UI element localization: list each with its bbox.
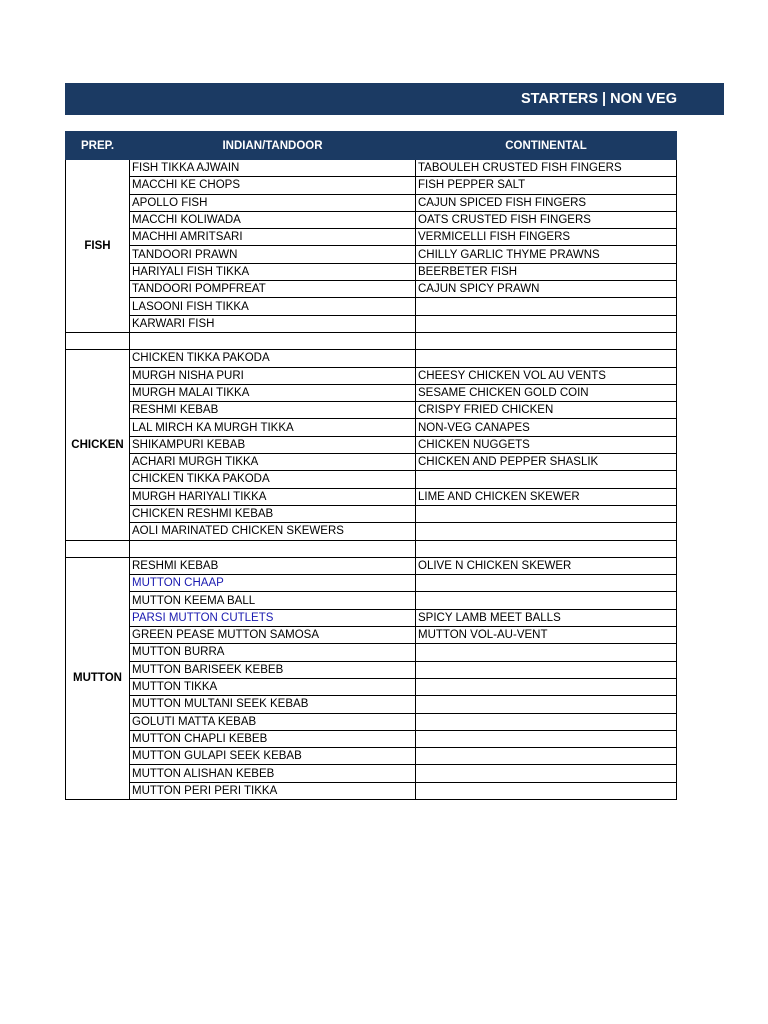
continental-item <box>416 592 677 609</box>
indian-tandoor-item: MUTTON BARISEEK KEBEB <box>130 661 416 678</box>
indian-tandoor-item: MURGH NISHA PURI <box>130 367 416 384</box>
continental-item <box>416 471 677 488</box>
continental-item <box>416 523 677 540</box>
table-row <box>66 575 677 592</box>
continental-item <box>416 696 677 713</box>
table-row <box>66 454 677 471</box>
table-row <box>66 419 677 436</box>
continental-item: VERMICELLI FISH FINGERS <box>416 229 677 246</box>
table-row <box>66 315 677 332</box>
indian-tandoor-item: MACCHI KOLIWADA <box>130 211 416 228</box>
continental-item: SESAME CHICKEN GOLD COIN <box>416 384 677 401</box>
table-row <box>66 782 677 799</box>
table-row <box>66 678 677 695</box>
starters-table <box>65 131 677 800</box>
indian-tandoor-item: CHICKEN RESHMI KEBAB <box>130 505 416 522</box>
indian-tandoor-item: AOLI MARINATED CHICKEN SKEWERS <box>130 523 416 540</box>
continental-item: CHICKEN NUGGETS <box>416 436 677 453</box>
table-row <box>66 194 677 211</box>
table-row <box>66 263 677 280</box>
indian-tandoor-item: LASOONI FISH TIKKA <box>130 298 416 315</box>
empty-cell <box>130 540 416 557</box>
table-row <box>66 557 677 574</box>
continental-item <box>416 765 677 782</box>
table-row <box>66 436 677 453</box>
indian-tandoor-item: MACCHI KE CHOPS <box>130 177 416 194</box>
continental-item: NON-VEG CANAPES <box>416 419 677 436</box>
table-row <box>66 661 677 678</box>
prep-category-fish: FISH <box>66 160 130 333</box>
table-row <box>66 384 677 401</box>
indian-tandoor-item: MUTTON MULTANI SEEK KEBAB <box>130 696 416 713</box>
indian-tandoor-item: MUTTON BURRA <box>130 644 416 661</box>
indian-tandoor-item: MURGH HARIYALI TIKKA <box>130 488 416 505</box>
continental-item: OATS CRUSTED FISH FINGERS <box>416 211 677 228</box>
table-row <box>66 696 677 713</box>
continental-item: CHICKEN AND PEPPER SHASLIK <box>416 454 677 471</box>
table-row <box>66 627 677 644</box>
continental-item <box>416 315 677 332</box>
table-row <box>66 350 677 367</box>
continental-item: CHILLY GARLIC THYME PRAWNS <box>416 246 677 263</box>
empty-cell <box>130 332 416 349</box>
continental-item <box>416 748 677 765</box>
table-row <box>66 367 677 384</box>
continental-item <box>416 505 677 522</box>
indian-tandoor-item: SHIKAMPURI KEBAB <box>130 436 416 453</box>
table-row <box>66 160 677 177</box>
continental-item <box>416 782 677 799</box>
header-continental: CONTINENTAL <box>416 132 677 160</box>
continental-item: LIME AND CHICKEN SKEWER <box>416 488 677 505</box>
indian-tandoor-item: MACHHI AMRITSARI <box>130 229 416 246</box>
continental-item <box>416 678 677 695</box>
empty-cell <box>416 540 677 557</box>
indian-tandoor-item: KARWARI FISH <box>130 315 416 332</box>
indian-tandoor-item: MUTTON GULAPI SEEK KEBAB <box>130 748 416 765</box>
header-prep: PREP. <box>66 132 130 160</box>
continental-item <box>416 713 677 730</box>
continental-item <box>416 350 677 367</box>
table-row <box>66 713 677 730</box>
table-row <box>66 505 677 522</box>
indian-tandoor-item: MUTTON KEEMA BALL <box>130 592 416 609</box>
section-spacer-row <box>66 540 677 557</box>
table-row <box>66 177 677 194</box>
indian-tandoor-item: LAL MIRCH KA MURGH TIKKA <box>130 419 416 436</box>
table-row <box>66 211 677 228</box>
prep-category-chicken: CHICKEN <box>66 350 130 540</box>
empty-cell <box>66 332 130 349</box>
continental-item: CRISPY FRIED CHICKEN <box>416 402 677 419</box>
prep-category-mutton: MUTTON <box>66 557 130 799</box>
menu-title-banner <box>65 83 724 115</box>
table-row <box>66 229 677 246</box>
table-row <box>66 644 677 661</box>
continental-item <box>416 575 677 592</box>
continental-item: CAJUN SPICY PRAWN <box>416 281 677 298</box>
indian-tandoor-item: PARSI MUTTON CUTLETS <box>130 609 416 626</box>
empty-cell <box>416 332 677 349</box>
indian-tandoor-item: TANDOORI PRAWN <box>130 246 416 263</box>
header-indian-tandoor: INDIAN/TANDOOR <box>130 132 416 160</box>
table-row <box>66 246 677 263</box>
menu-title: STARTERS | NON VEG <box>520 91 677 107</box>
indian-tandoor-item: TANDOORI POMPFREAT <box>130 281 416 298</box>
indian-tandoor-item: GREEN PEASE MUTTON SAMOSA <box>130 627 416 644</box>
continental-item: TABOULEH CRUSTED FISH FINGERS <box>416 160 677 177</box>
indian-tandoor-item: MURGH MALAI TIKKA <box>130 384 416 401</box>
continental-item: MUTTON VOL-AU-VENT <box>416 627 677 644</box>
indian-tandoor-item: MUTTON CHAAP <box>130 575 416 592</box>
table-row <box>66 765 677 782</box>
table-header-row <box>66 132 677 160</box>
table-body <box>66 160 677 800</box>
empty-cell <box>66 540 130 557</box>
continental-item <box>416 661 677 678</box>
continental-item: CHEESY CHICKEN VOL AU VENTS <box>416 367 677 384</box>
indian-tandoor-item: MUTTON PERI PERI TIKKA <box>130 782 416 799</box>
indian-tandoor-item: MUTTON CHAPLI KEBEB <box>130 730 416 747</box>
continental-item: BEERBETER FISH <box>416 263 677 280</box>
table-row <box>66 609 677 626</box>
continental-item <box>416 298 677 315</box>
table-row <box>66 488 677 505</box>
indian-tandoor-item: CHICKEN TIKKA PAKODA <box>130 471 416 488</box>
table-row <box>66 298 677 315</box>
indian-tandoor-item: APOLLO FISH <box>130 194 416 211</box>
table-row <box>66 523 677 540</box>
continental-item: FISH PEPPER SALT <box>416 177 677 194</box>
indian-tandoor-item: CHICKEN TIKKA PAKODA <box>130 350 416 367</box>
table-row <box>66 730 677 747</box>
continental-item <box>416 644 677 661</box>
continental-item: OLIVE N CHICKEN SKEWER <box>416 557 677 574</box>
table-row <box>66 471 677 488</box>
table-row <box>66 592 677 609</box>
indian-tandoor-item: GOLUTI MATTA KEBAB <box>130 713 416 730</box>
indian-tandoor-item: RESHMI KEBAB <box>130 402 416 419</box>
indian-tandoor-item: HARIYALI FISH TIKKA <box>130 263 416 280</box>
indian-tandoor-item: FISH TIKKA AJWAIN <box>130 160 416 177</box>
table-row <box>66 748 677 765</box>
indian-tandoor-item: RESHMI KEBAB <box>130 557 416 574</box>
continental-item <box>416 730 677 747</box>
indian-tandoor-item: ACHARI MURGH TIKKA <box>130 454 416 471</box>
table-row <box>66 402 677 419</box>
continental-item: CAJUN SPICED FISH FINGERS <box>416 194 677 211</box>
indian-tandoor-item: MUTTON ALISHAN KEBEB <box>130 765 416 782</box>
table-row <box>66 281 677 298</box>
indian-tandoor-item: MUTTON TIKKA <box>130 678 416 695</box>
continental-item: SPICY LAMB MEET BALLS <box>416 609 677 626</box>
section-spacer-row <box>66 332 677 349</box>
